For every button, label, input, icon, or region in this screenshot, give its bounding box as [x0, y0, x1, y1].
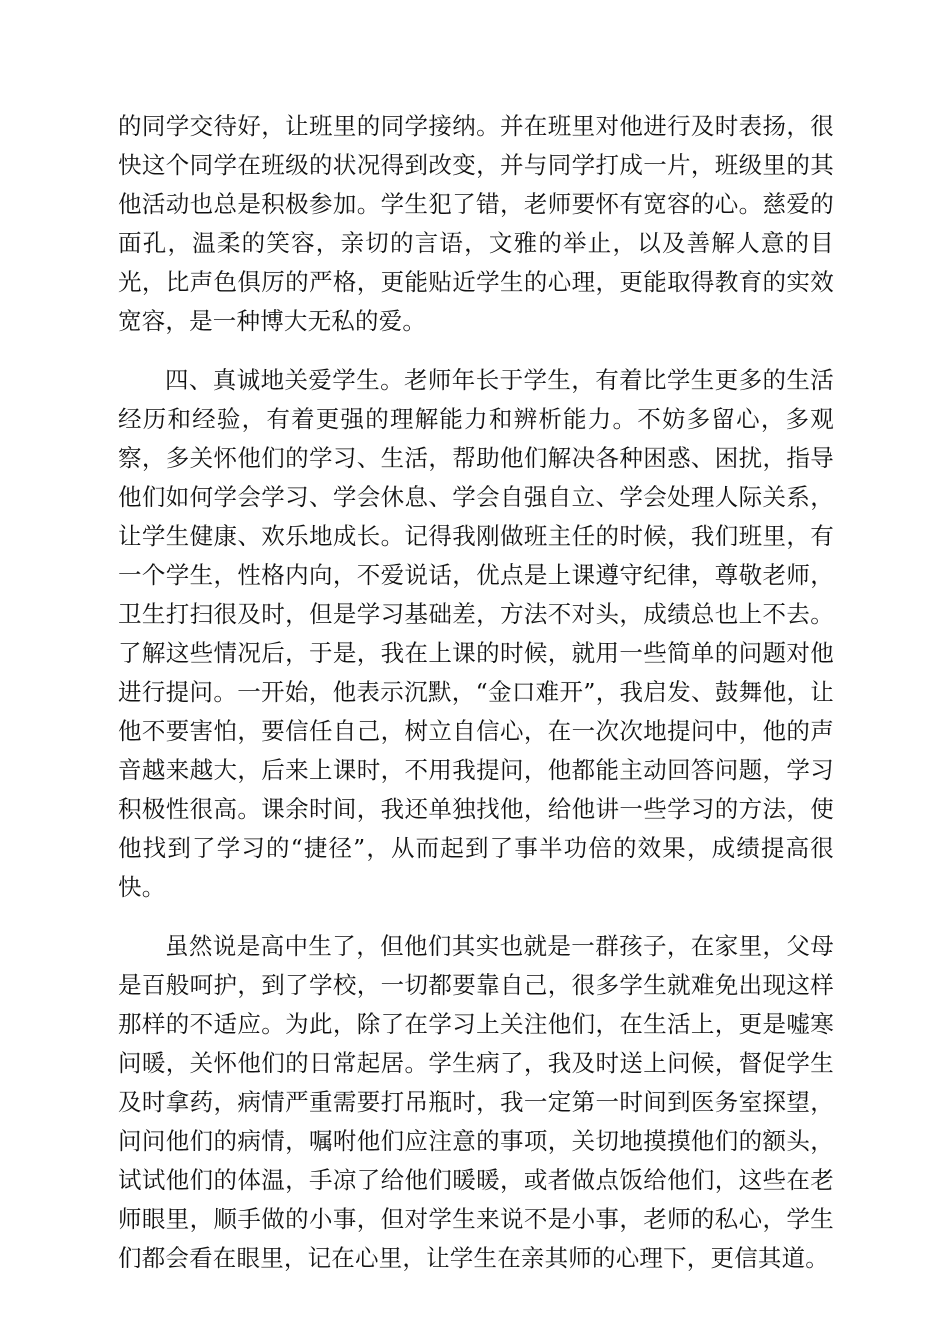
- paragraph-care-in-life: 虽然说是高中生了，但他们其实也就是一群孩子，在家里，父母是百般呵护，到了学校，一切都要靠自己，很多学生就难免出现这样那样的不适应。为此，除了在学习上关注他们，在生活上，更是嘘寒问暖，关怀他们的日常起居。学生病了，我及时送上问候，督促学生及时拿药，病情严重需要打吊瓶时，我一定第一时间到医务室探望，问问他们的病情，嘱咐他们应注意的事项，关切地摸摸他们的额头，试试他们的体温，手凉了给他们暖暖，或者做点饭给他们，这些在老师眼里，顺手做的小事，但对学生来说不是小事，老师的私心，学生们都会看在眼里，记在心里，让学生在亲其师的心理下，更信其道。: [118, 932, 834, 1272]
- document-body: [118, 107, 834, 1298]
- paragraph-continuation: 的同学交待好，让班里的同学接纳。并在班里对他进行及时表扬，很快这个同学在班级的状况得到改变，并与同学打成一片，班级里的其他活动也总是积极参加。学生犯了错，老师要怀有宽容的心。慈爱的面孔，温柔的笑容，亲切的言语，文雅的举止，以及善解人意的目光，比声色俱厉的严格，更能贴近学生的心理，更能取得教育的实效宽容，是一种博大无私的爱。: [118, 112, 834, 335]
- paragraph-section-four: 四、真诚地关爱学生。老师年长于学生，有着比学生更多的生活经历和经验，有着更强的理解能力和辨析能力。不妨多留心，多观察，多关怀他们的学习、生活，帮助他们解决各种困惑、困扰，指导他们如何学会学习、学会休息、学会自强自立、学会处理人际关系，让学生健康、欢乐地成长。记得我刚做班主任的时候，我们班里，有一个学生，性格内向，不爱说话，优点是上课遵守纪律，尊敬老师，卫生打扫很及时，但是学习基础差，方法不对头，成绩总也上不去。了解这些情况后，于是，我在上课的时候，就用一些简单的问题对他进行提问。一开始，他表示沉默，“金口难开”，我启发、鼓舞他，让他不要害怕，要信任自己，树立自信心，在一次次地提问中，他的声音越来越大，后来上课时，不用我提问，他都能主动回答问题，学习积极性很高。课余时间，我还单独找他，给他讲一些学习的方法，使他找到了学习的“捷径”，从而起到了事半功倍的效果，成绩提高很快。: [118, 366, 834, 901]
